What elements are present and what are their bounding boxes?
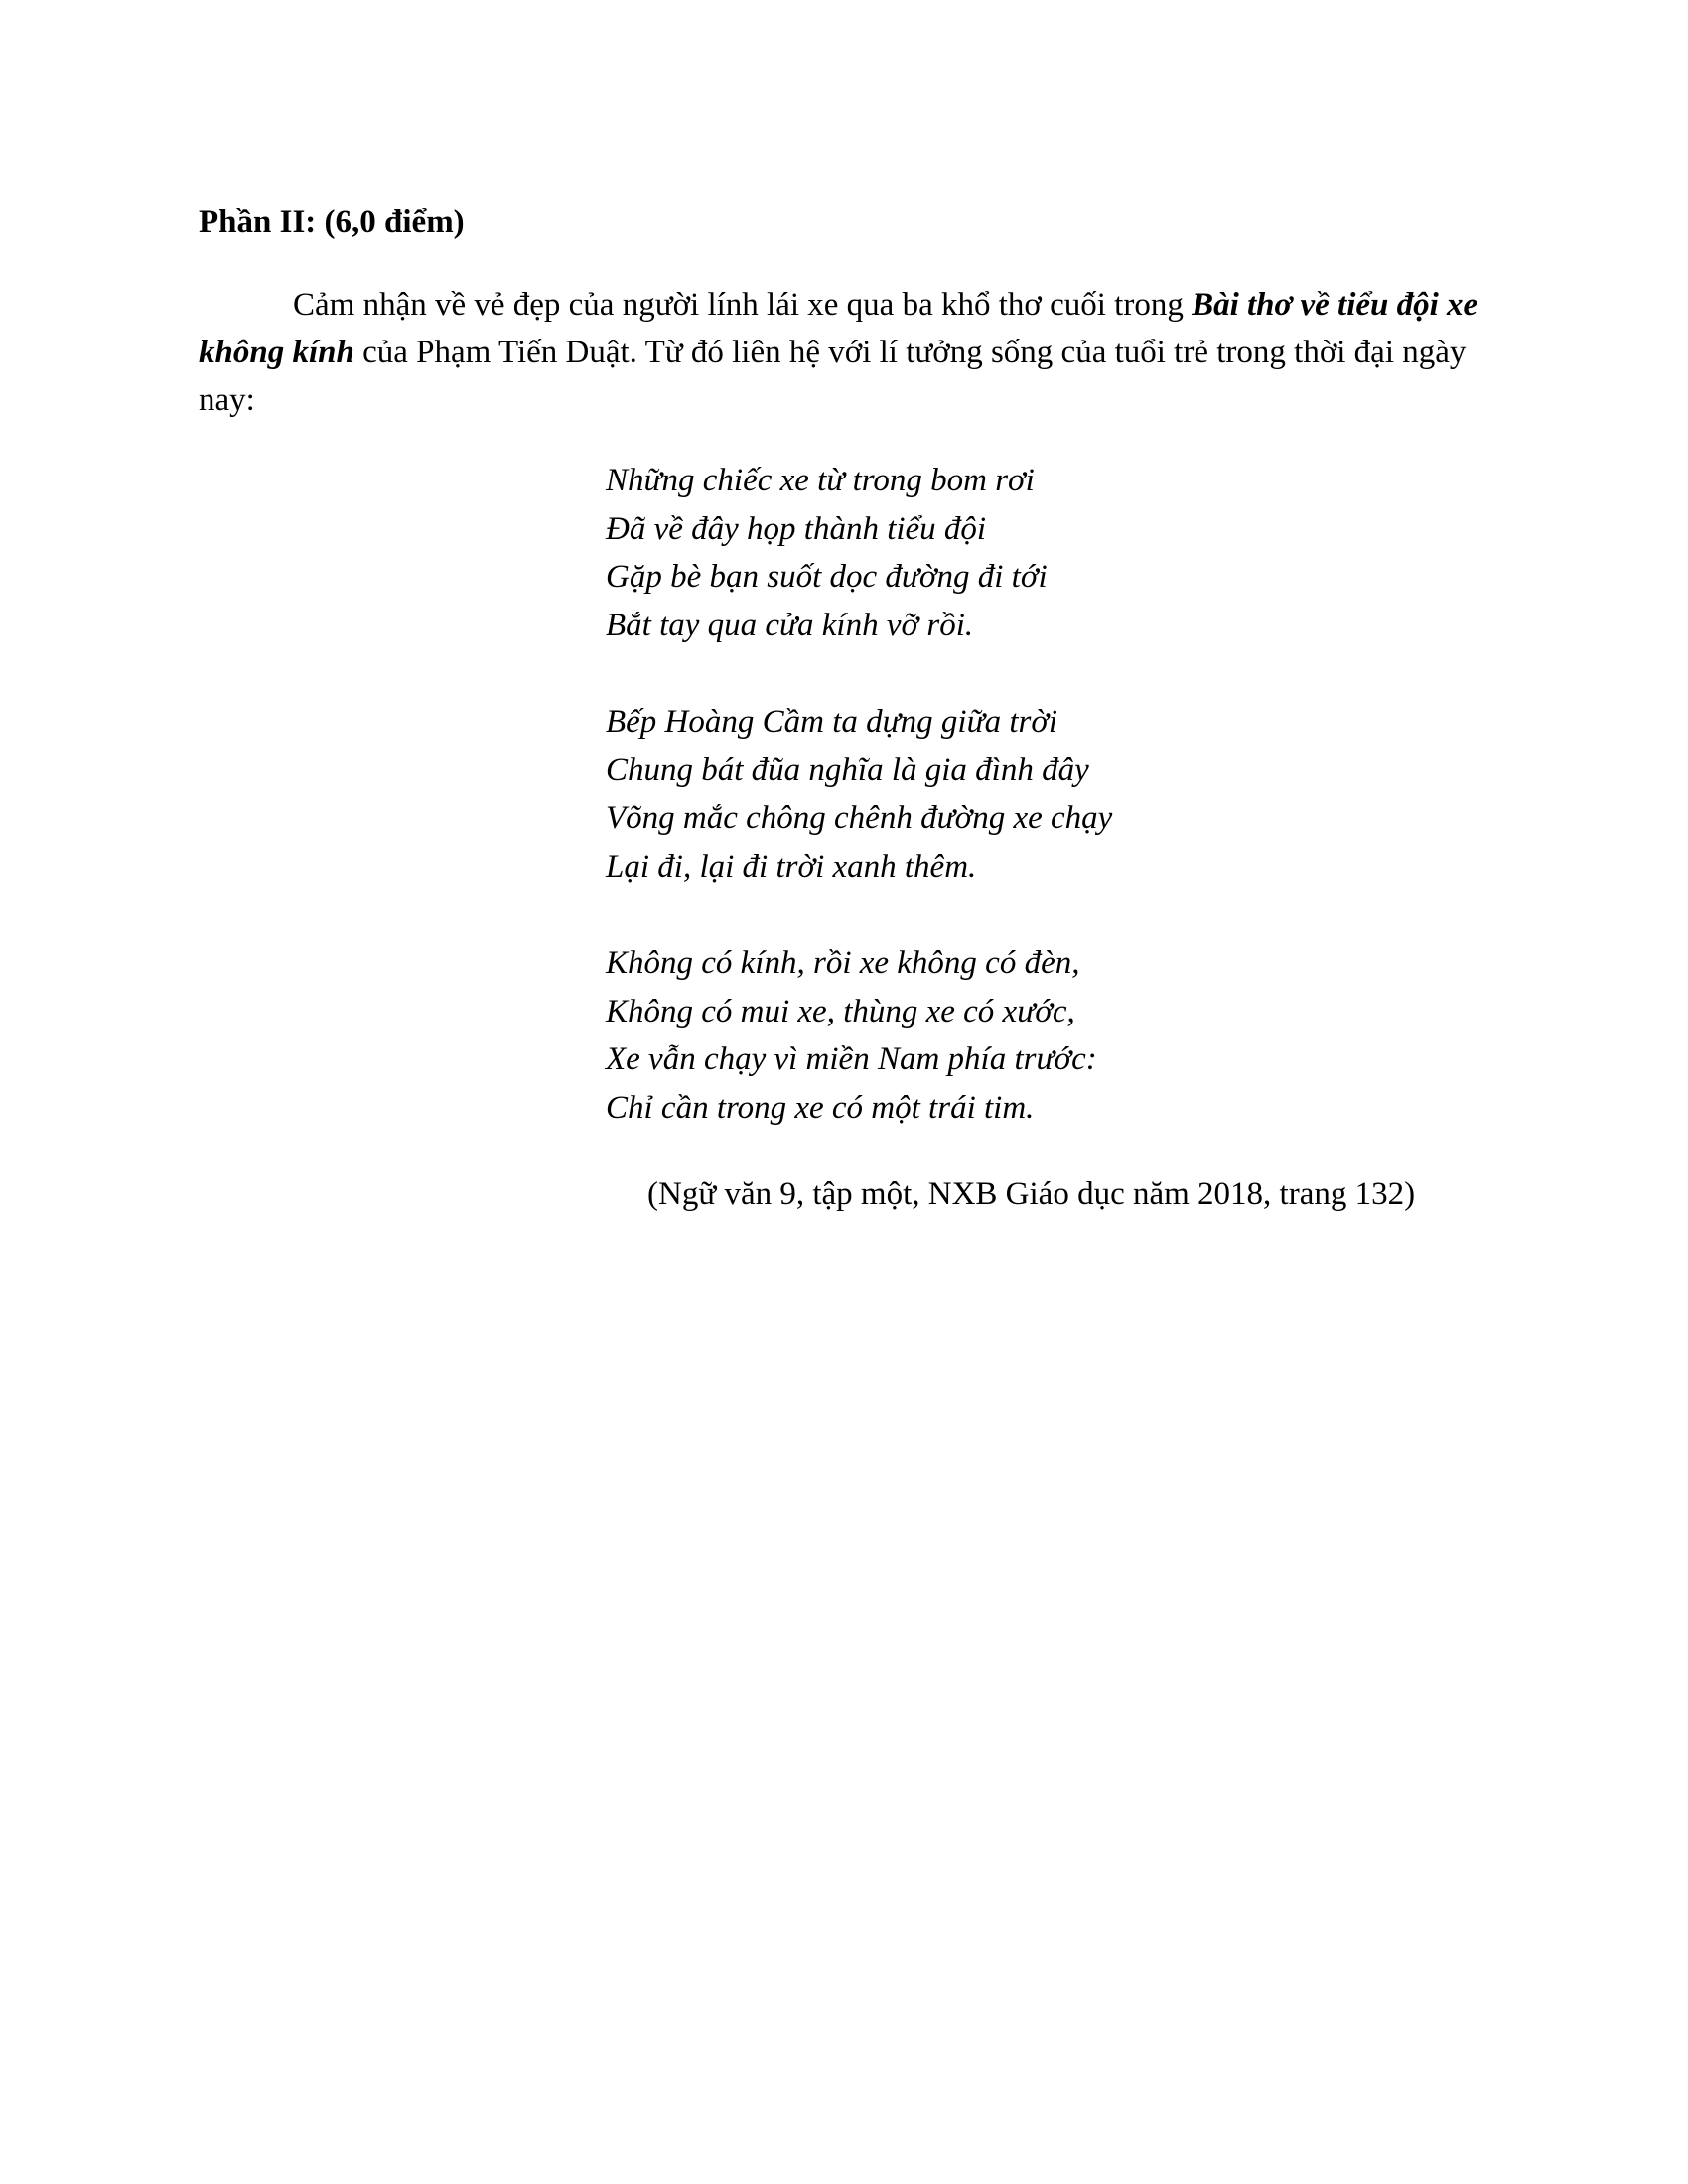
prompt-text-before: Cảm nhận về vẻ đẹp của người lính lái xe qua ba khổ thơ cuối trong bbox=[293, 287, 1193, 323]
poem-line: Không có kính, rồi xe không có đèn, bbox=[606, 945, 1080, 981]
poem-line: Không có mui xe, thùng xe có xước, bbox=[606, 993, 1075, 1029]
source-citation: (Ngữ văn 9, tập một, NXB Giáo dục năm 2018, trang 132) bbox=[647, 1176, 1416, 1212]
poem-title: Bài thơ về tiểu đội xe không kính bbox=[199, 287, 1478, 370]
essay-prompt bbox=[199, 281, 1489, 424]
poem-line: Đã về đây họp thành tiểu đội bbox=[606, 510, 987, 547]
poem-line: Xe vẫn chạy vì miền Nam phía trước: bbox=[606, 1041, 1097, 1077]
poem-stanza-2 bbox=[606, 698, 1499, 890]
poem-stanza-3 bbox=[606, 939, 1499, 1132]
prompt-text-after: của Phạm Tiến Duật. Từ đó liên hệ với lí tưởng sống của tuổi trẻ trong thời đại ngày nay: bbox=[199, 335, 1467, 418]
poem-line: Bếp Hoàng Cầm ta dựng giữa trời bbox=[606, 704, 1058, 740]
section-heading: Phần II: (6,0 điểm) bbox=[199, 205, 465, 240]
poem-line: Chỉ cần trong xe có một trái tim. bbox=[606, 1089, 1035, 1126]
poem-line: Võng mắc chông chênh đường xe chạy bbox=[606, 800, 1113, 836]
poem-line: Những chiếc xe từ trong bom rơi bbox=[606, 463, 1035, 498]
poem-line: Bắt tay qua cửa kính vỡ rồi. bbox=[606, 607, 974, 643]
poem-line: Chung bát đũa nghĩa là gia đình đây bbox=[606, 751, 1089, 788]
poem-line: Gặp bè bạn suốt dọc đường đi tới bbox=[606, 559, 1048, 595]
poem-stanza-1 bbox=[606, 457, 1499, 649]
poem-line: Lại đi, lại đi trời xanh thêm. bbox=[606, 848, 977, 885]
